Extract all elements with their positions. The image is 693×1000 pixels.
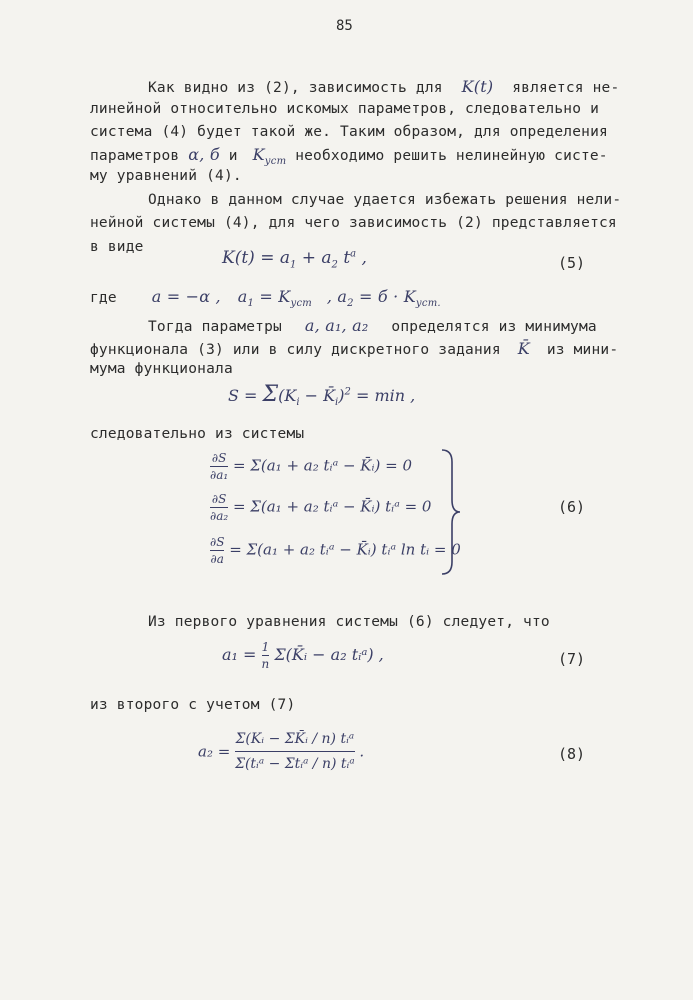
paragraph2-line3: в виде [90,239,144,255]
paragraph1-line5: му уравнений (4). [90,168,242,184]
row-eq: = Σ(a₁ + a₂ tᵢᵃ − K̄ᵢ) = 0 [228,456,413,475]
frac-den: ∂a₁ [210,468,229,482]
frac-den: n [261,657,270,671]
math-kbar: K̄ [517,339,530,358]
paragraph1-line1 [148,77,619,96]
equation-5 [222,248,367,270]
paragraph3-line3: мума функционала [90,361,233,377]
line-second-equation: из второго с учетом (7) [90,697,296,713]
frac-num: ∂S [210,535,225,549]
eqS-close: ) [338,386,345,405]
eqS-body: (K [278,386,297,405]
eq5-plus: + a [296,248,332,268]
text: параметров [90,148,180,164]
text: является не- [512,80,620,96]
eqS-rhs: = min , [350,386,416,405]
frac-bar [210,507,228,508]
equation-8-label: (8) [558,745,586,763]
eqS-i1: i [296,397,300,409]
page-number: 85 [336,18,353,34]
text: Тогда параметры [148,319,282,335]
eq5-sup: a [350,248,357,260]
paragraph1-line3: система (4) будет такой же. Таким образом, для определения [90,124,608,140]
paragraph2-line1: Однако в данном случае удается избежать решения нели- [148,192,622,208]
eqS-sq: 2 [344,386,351,398]
equation-8 [198,728,364,775]
eq8-lhs: a₂ = [198,742,236,761]
eq5-sub2: 2 [331,259,338,271]
text: определятся из минимума [391,319,597,335]
eq5-lhs: K(t) = a [222,248,290,268]
equation-7 [222,640,384,671]
frac-num: ∂S [211,492,227,506]
where-line [90,287,441,309]
line-first-equation: Из первого уравнения системы (6) следует, что [148,614,550,630]
line-from-system: следовательно из системы [90,426,305,442]
frac-bar [210,466,228,467]
paragraph3-line2 [90,339,618,358]
where-bk: = б · K [353,287,416,306]
math-k-of-t: K(t) [461,77,494,96]
fraction [210,535,224,566]
sum-symbol: Σ [262,382,279,407]
equation-7-label: (7) [558,650,586,668]
where-a2-sub: 2 [347,298,354,310]
equation-5-label: (5) [558,254,586,272]
system-6-label: (6) [558,498,586,516]
frac-den: ∂a [210,552,224,566]
paragraph3-line1 [148,316,597,335]
system6-row3 [210,535,461,566]
paragraph1-line2: линейной относительно искомых параметров, следовательно и [90,101,599,117]
fraction [210,451,228,482]
paragraph2-line2: нейной системы (4), для чего зависимость (2) представляется [90,215,617,231]
eqS-i2: i [335,397,339,409]
system6-row1 [210,451,412,482]
text: необходимо решить нелинейную систе- [295,148,608,164]
fraction [210,492,228,523]
system6-row2 [210,492,431,523]
text: и [228,148,238,164]
eq5-sub1: 1 [289,259,297,271]
frac-num: Σ(Kᵢ − ΣK̄ᵢ / n) tᵢᵃ [235,731,355,747]
where-expr2 [237,287,312,310]
frac-bar [210,550,224,551]
where-word: где [90,290,117,306]
frac-num: 1 [261,640,270,654]
where-a1-sub: 1 [247,298,255,310]
text: Как видно из (2), зависимость для [148,80,443,96]
text: из мини- [546,342,619,358]
frac-num: ∂S [211,451,227,465]
eq7-lhs: a₁ = [222,645,262,664]
row-eq: = Σ(a₁ + a₂ tᵢᵃ − K̄ᵢ) tᵢᵃ = 0 [228,497,432,516]
eq8-dot: . [354,742,365,761]
eqS-lhs: S = [228,386,263,405]
eq7-body: Σ(K̄ᵢ − a₂ tᵢᵃ) , [269,645,384,664]
where-expr1: a = −α , [151,287,221,306]
math-params: a, a₁, a₂ [304,316,369,335]
math-k: K [252,145,265,164]
frac-bar [235,751,355,752]
eq5-t: t [337,248,351,268]
where-a2: , a [326,287,348,306]
where-a1: a [237,287,248,306]
where-bk-sub: уст. [415,298,441,310]
equation-functional [228,382,415,408]
math-alpha-b: α, б [188,145,220,164]
eqS-minus: − K̄ [299,386,336,405]
eq5-comma: , [356,248,367,268]
math-k-sub: уст [264,155,287,167]
right-brace [438,448,464,576]
fraction [235,728,355,775]
frac-den: ∂a₂ [210,509,229,523]
paragraph1-line4 [90,145,608,167]
where-k: = K [254,287,291,306]
text: функционала (3) или в силу дискретного задания [90,342,501,358]
row-eq: = Σ(a₁ + a₂ tᵢᵃ − K̄ᵢ) tᵢᵃ ln tᵢ = 0 [224,540,461,559]
where-expr3 [326,287,441,310]
frac-den: Σ(tᵢᵃ − Σtᵢᵃ / n) tᵢᵃ [235,756,355,772]
where-k-sub: уст [290,298,312,310]
